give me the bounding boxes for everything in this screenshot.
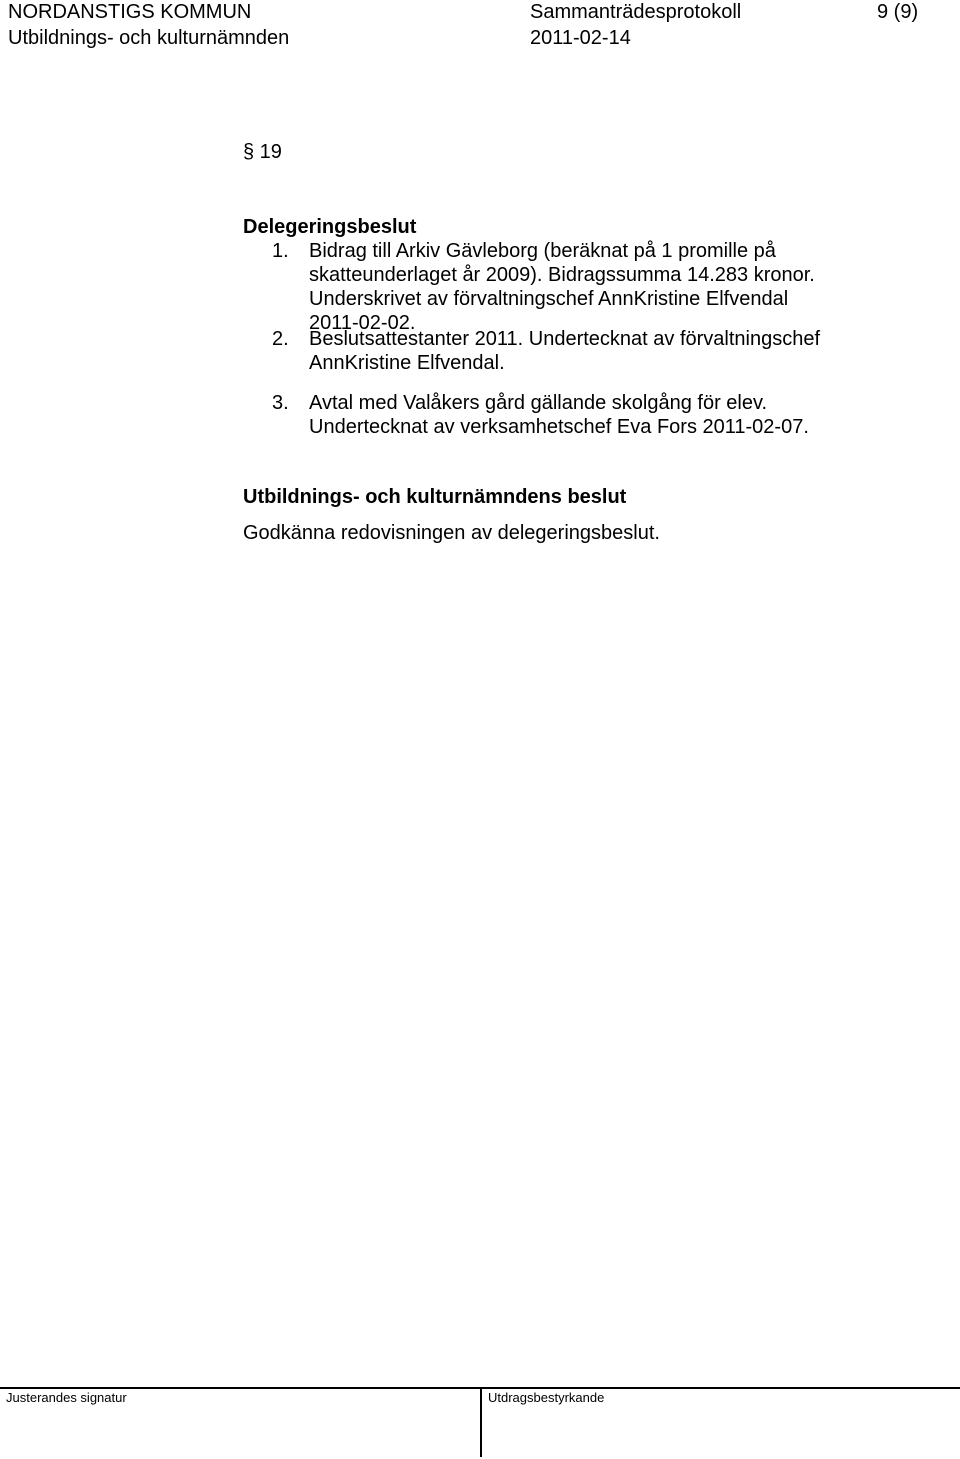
paragraph-number: § 19 xyxy=(243,141,282,163)
section-heading: Delegeringsbeslut xyxy=(243,216,417,238)
page-number: 9 (9) xyxy=(877,1,919,23)
item-line: Underskrivet av förvaltningschef AnnKristine Elfvendal xyxy=(309,288,789,310)
item-line: skatteunderlaget år 2009). Bidragssumma 14.283 kronor. xyxy=(309,264,815,286)
item-line: Undertecknat av verksamhetschef Eva Fors 2011-02-07. xyxy=(309,416,809,438)
certification-label: Utdragsbestyrkande xyxy=(488,1390,605,1405)
item-line: AnnKristine Elfvendal. xyxy=(309,352,505,374)
document-type: Sammanträdesprotokoll xyxy=(530,1,742,23)
item-number: 1. xyxy=(272,240,289,262)
decision-text: Godkänna redovisningen av delegeringsbeslut. xyxy=(243,522,660,544)
organization-name: NORDANSTIGS KOMMUN xyxy=(8,1,252,23)
decision-heading: Utbildnings- och kulturnämndens beslut xyxy=(243,486,627,508)
item-number: 2. xyxy=(272,328,289,350)
item-line: 2011-02-02. xyxy=(309,312,416,334)
item-line: Beslutsattestanter 2011. Undertecknat av förvaltningschef xyxy=(309,328,821,350)
footer-column-divider xyxy=(480,1387,482,1457)
item-line: Avtal med Valåkers gård gällande skolgång för elev. xyxy=(309,392,768,414)
meeting-date: 2011-02-14 xyxy=(530,27,631,49)
signature-label: Justerandes signatur xyxy=(6,1390,127,1405)
item-number: 3. xyxy=(272,392,289,414)
item-line: Bidrag till Arkiv Gävleborg (beräknat på 1 promille på xyxy=(309,240,776,262)
committee-name: Utbildnings- och kulturnämnden xyxy=(8,27,290,49)
